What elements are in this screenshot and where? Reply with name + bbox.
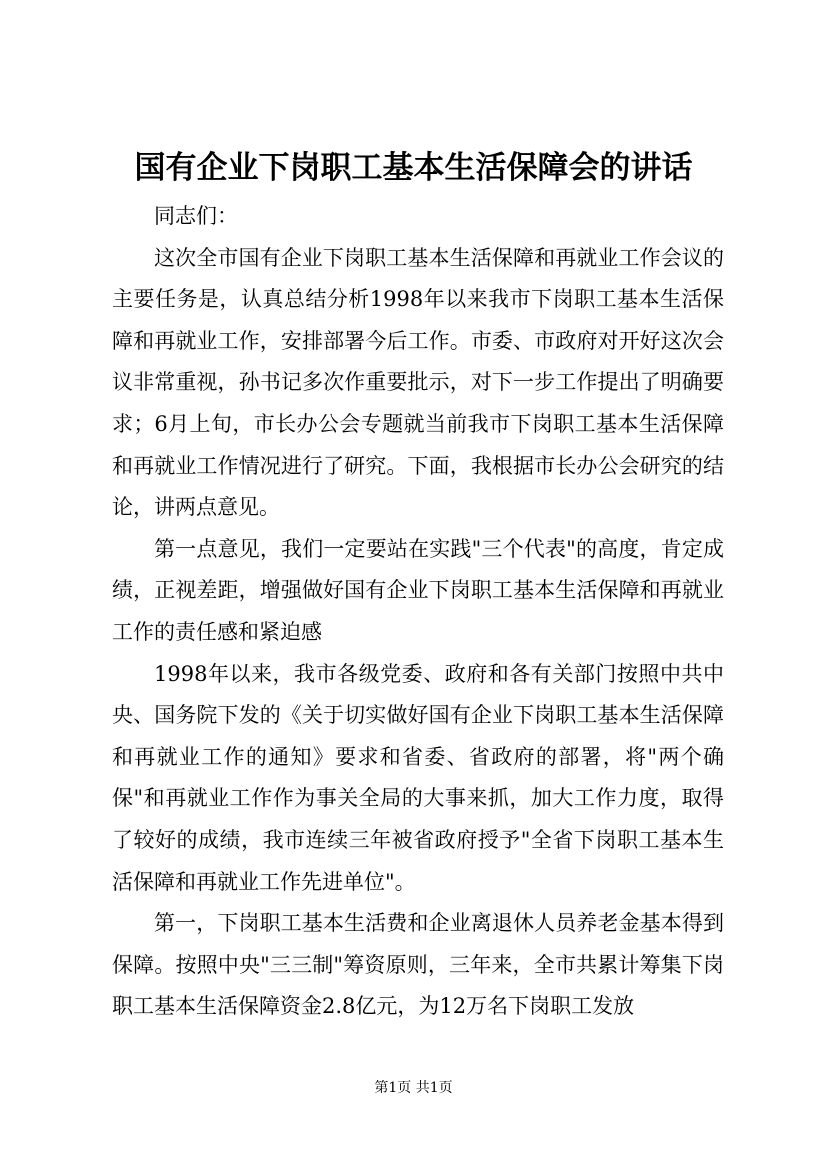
body-paragraph: 1998年以来，我市各级党委、政府和各有关部门按照中共中央、国务院下发的《关于切实做好国有企业下岗职工基本生活保障和再就业工作的通知》要求和省委、省政府的部署，将"两个确保"和再就业工作作为事关全局的大事来抓，加大工作力度，取得了较好的成绩，我市连续三年被省政府授予"全省下岗职工基本生活保障和再就业工作先进单位"。 xyxy=(112,661,724,894)
body-paragraph: 第一，下岗职工基本生活费和企业离退休人员养老金基本得到保障。按照中央"三三制"筹资原则，三年来，全市共累计筹集下岗职工基本生活保障资金2.8亿元，为12万名下岗职工发放 xyxy=(112,911,724,1019)
document-title: 国有企业下岗职工基本生活保障会的讲话 xyxy=(134,150,693,186)
page-footer: 第1页 共1页 xyxy=(374,1080,453,1096)
salutation-paragraph: 同志们： xyxy=(154,204,238,228)
document-body xyxy=(112,196,724,1028)
body-paragraph: 这次全市国有企业下岗职工基本生活保障和再就业工作会议的主要任务是，认真总结分析1998年以来我市下岗职工基本生活保障和再就业工作，安排部署今后工作。市委、市政府对开好这次会议非常重视，孙书记多次作重要批示，对下一步工作提出了明确要求；6月上旬，市长办公会专题就当前我市下岗职工基本生活保障和再就业工作情况进行了研究。下面，我根据市长办公会研究的结论，讲两点意见。 xyxy=(112,245,724,520)
body-paragraph: 第一点意见，我们一定要站在实践"三个代表"的高度，肯定成绩，正视差距，增强做好国有企业下岗职工基本生活保障和再就业工作的责任感和紧迫感 xyxy=(112,536,724,644)
